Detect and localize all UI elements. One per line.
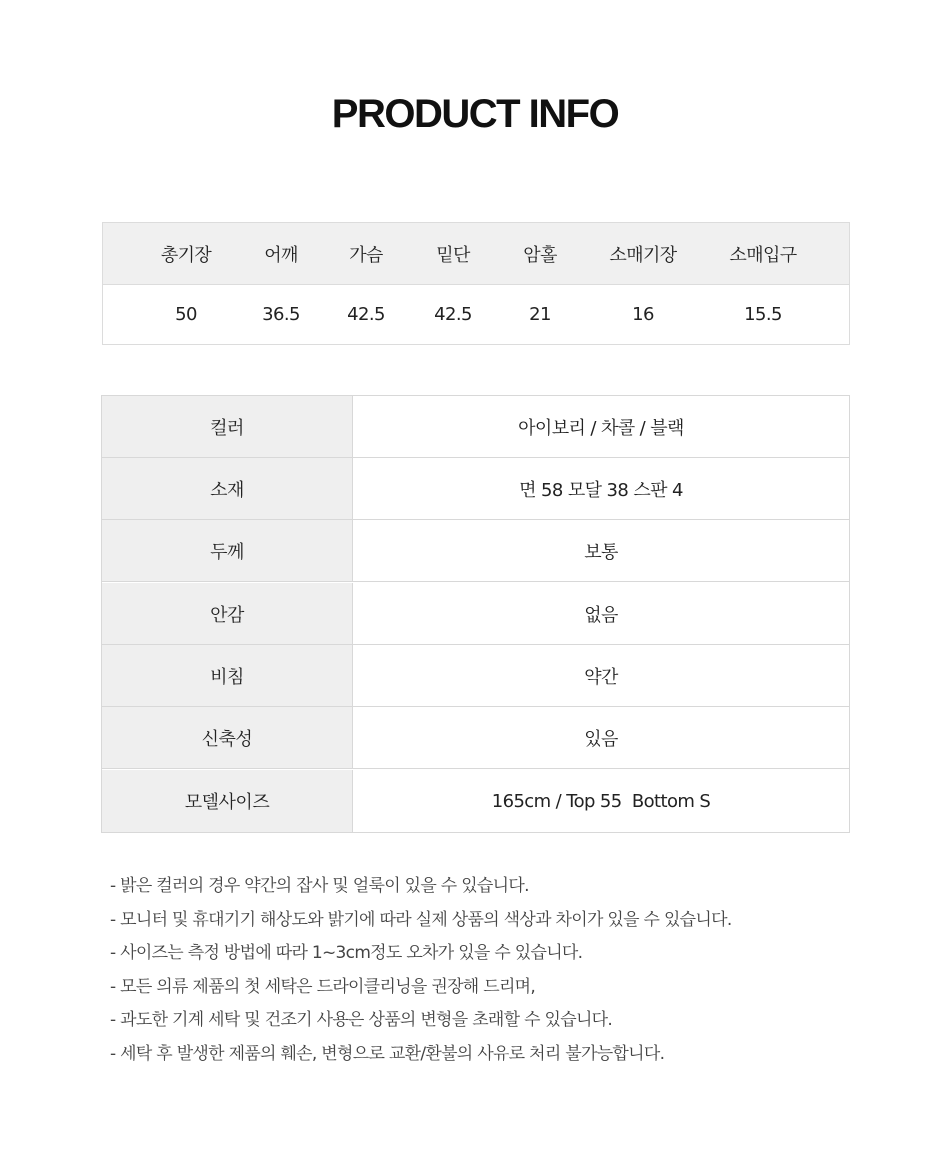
size-header-cell: 총기장 [160,244,212,266]
size-value-cell: 16 [632,304,654,325]
info-row-color [102,396,849,458]
info-label: 두께 [102,520,353,581]
info-value: 165cm / Top 55 Bottom S [491,790,711,812]
info-row-sheerness [102,645,849,707]
size-value-cell: 42.5 [434,304,472,325]
size-header-cell: 소매기장 [609,244,677,266]
size-header-cell: 암홀 [523,244,557,266]
info-row-thickness [102,520,849,582]
size-header-cell: 밑단 [436,244,470,266]
info-label: 신축성 [102,707,353,768]
size-table-header-row [103,223,849,285]
note-item: - 모니터 및 휴대기기 해상도와 밝기에 따라 실제 상품의 색상과 차이가 있을 수 있습니다. [110,909,732,930]
info-row-material [102,458,849,520]
info-row-model-size [102,770,849,832]
info-value: 없음 [584,604,618,626]
note-item: - 모든 의류 제품의 첫 세탁은 드라이클리닝을 권장해 드리며, [110,976,536,997]
size-value-cell: 15.5 [744,304,782,325]
info-label: 안감 [102,583,353,644]
info-row-lining [102,583,849,645]
page-title: PRODUCT INFO [331,92,619,136]
size-header-cell: 소매입구 [729,244,797,266]
size-value-cell: 42.5 [347,304,385,325]
size-value-cell: 50 [175,304,197,325]
size-header-cell: 가슴 [349,244,383,266]
info-value: 있음 [584,728,618,750]
info-label: 비침 [102,645,353,706]
product-info-table [101,395,850,833]
info-label: 소재 [102,458,353,519]
info-value: 면 58 모달 38 스판 4 [519,479,683,501]
info-value: 아이보리 / 차콜 / 블랙 [518,417,684,439]
size-table [102,222,850,345]
size-value-cell: 36.5 [262,304,300,325]
care-notes [110,872,870,1074]
note-item: - 사이즈는 측정 방법에 따라 1~3cm정도 오차가 있을 수 있습니다. [110,943,583,964]
info-row-stretch [102,707,849,769]
info-value: 약간 [584,666,618,688]
info-label: 컬러 [102,396,353,457]
note-item: - 밝은 컬러의 경우 약간의 잡사 및 얼룩이 있을 수 있습니다. [110,876,529,896]
size-value-cell: 21 [529,304,551,325]
note-item: - 과도한 기계 세탁 및 건조기 사용은 상품의 변형을 초래할 수 있습니다. [110,1010,613,1031]
size-table-value-row [103,285,849,344]
note-item: - 세탁 후 발생한 제품의 훼손, 변형으로 교환/환불의 사유로 처리 불가능합니다. [110,1043,665,1064]
size-header-cell: 어깨 [264,244,298,266]
info-value: 보통 [584,541,618,563]
info-label: 모델사이즈 [102,770,353,832]
